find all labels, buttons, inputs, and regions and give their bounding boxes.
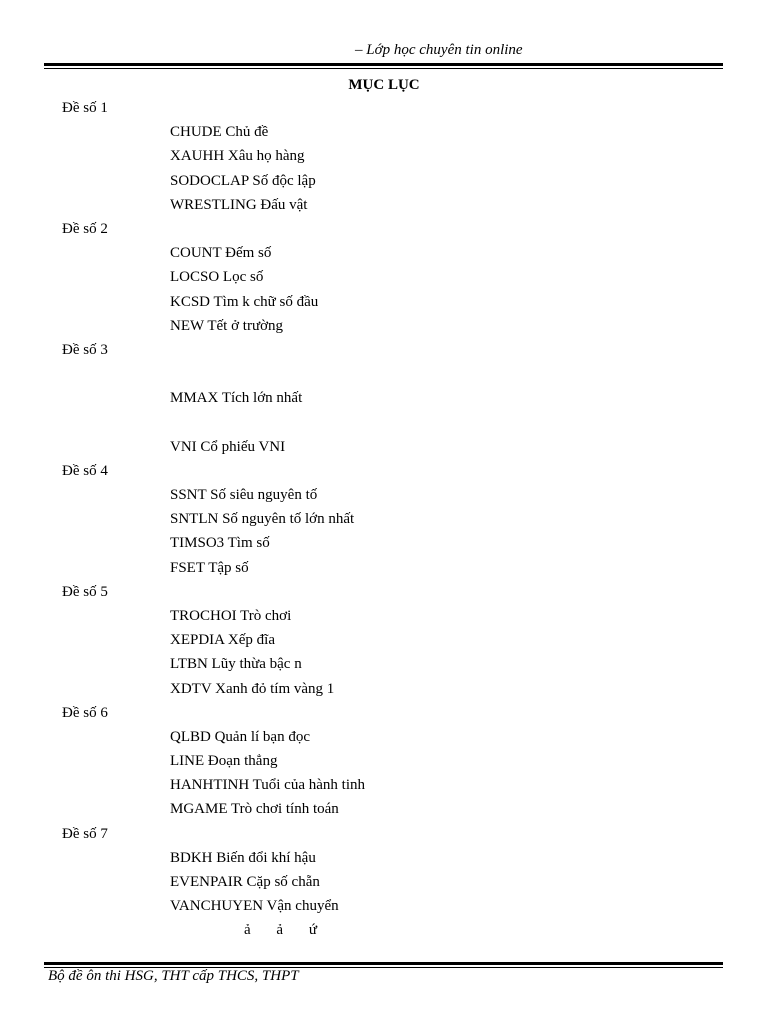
header-rule-thick	[44, 63, 723, 66]
toc-entry[interactable]: MMAX Tích lớn nhất	[170, 390, 303, 407]
toc-entry[interactable]: COUNT Đếm số	[170, 245, 272, 262]
toc-section-heading: Đề số 5	[62, 583, 108, 600]
footer-rule-thick	[44, 962, 723, 965]
table-of-contents	[0, 96, 768, 943]
header-rule-thin	[44, 68, 723, 69]
toc-entry[interactable]: SSNT Số siêu nguyên tố	[170, 487, 318, 503]
toc-entry[interactable]: LOCSO Lọc số	[170, 269, 264, 286]
toc-entry[interactable]: VANCHUYEN Vận chuyển	[170, 898, 339, 915]
page-header-text: – Lớp học chuyên tin online	[355, 42, 523, 58]
toc-entry[interactable]: CHUDE Chủ đề	[170, 124, 269, 141]
toc-entry[interactable]: XEPDIA Xếp đĩa	[170, 632, 275, 649]
toc-section-heading: Đề số 4	[62, 462, 108, 479]
toc-entry[interactable]: XAUHH Xâu họ hàng	[170, 148, 305, 165]
toc-entry[interactable]: TROCHOI Trò chơi	[170, 607, 292, 624]
toc-entry[interactable]: LTBN Lũy thừa bậc n	[170, 656, 302, 673]
toc-section-heading: Đề số 7	[62, 825, 108, 842]
toc-entry[interactable]: SNTLN Số nguyên tố lớn nhất	[170, 511, 355, 528]
toc-entry[interactable]: SODOCLAP Số độc lập	[170, 172, 316, 189]
toc-section-heading: Đề số 2	[62, 220, 108, 237]
toc-entry[interactable]: TIMSO3 Tìm số	[170, 535, 270, 552]
page-footer-text: Bộ đề ôn thi HSG, THT cấp THCS, THPT	[48, 968, 299, 984]
toc-entry[interactable]: WRESTLING Đấu vật	[170, 196, 308, 213]
toc-entry[interactable]: HANHTINH Tuổi của hành tinh	[170, 777, 365, 794]
toc-blank-line	[0, 410, 768, 434]
toc-entry[interactable]: MGAME Trò chơi tính toán	[170, 801, 339, 818]
toc-section-heading: Đề số 1	[62, 100, 108, 116]
toc-entry[interactable]: KCSD Tìm k chữ số đầu	[170, 293, 319, 310]
toc-section-heading: Đề số 3	[62, 341, 108, 358]
toc-trailing-text: ả ả ứ	[244, 922, 317, 939]
toc-blank-line	[0, 362, 768, 386]
toc-entry[interactable]: LINE Đoạn thẳng	[170, 753, 278, 770]
toc-entry[interactable]: NEW Tết ở trường	[170, 317, 284, 334]
toc-entry[interactable]: BDKH Biến đổi khí hậu	[170, 849, 316, 866]
toc-section-heading: Đề số 6	[62, 704, 108, 721]
toc-title: MỤC LỤC	[348, 77, 420, 93]
toc-entry[interactable]: QLBD Quản lí bạn đọc	[170, 728, 310, 745]
toc-entry[interactable]: FSET Tập số	[170, 559, 249, 576]
toc-entry[interactable]: VNI Cổ phiếu VNI	[170, 438, 286, 455]
toc-entry[interactable]: XDTV Xanh đỏ tím vàng 1	[170, 680, 335, 697]
toc-entry[interactable]: EVENPAIR Cặp số chẵn	[170, 874, 320, 890]
